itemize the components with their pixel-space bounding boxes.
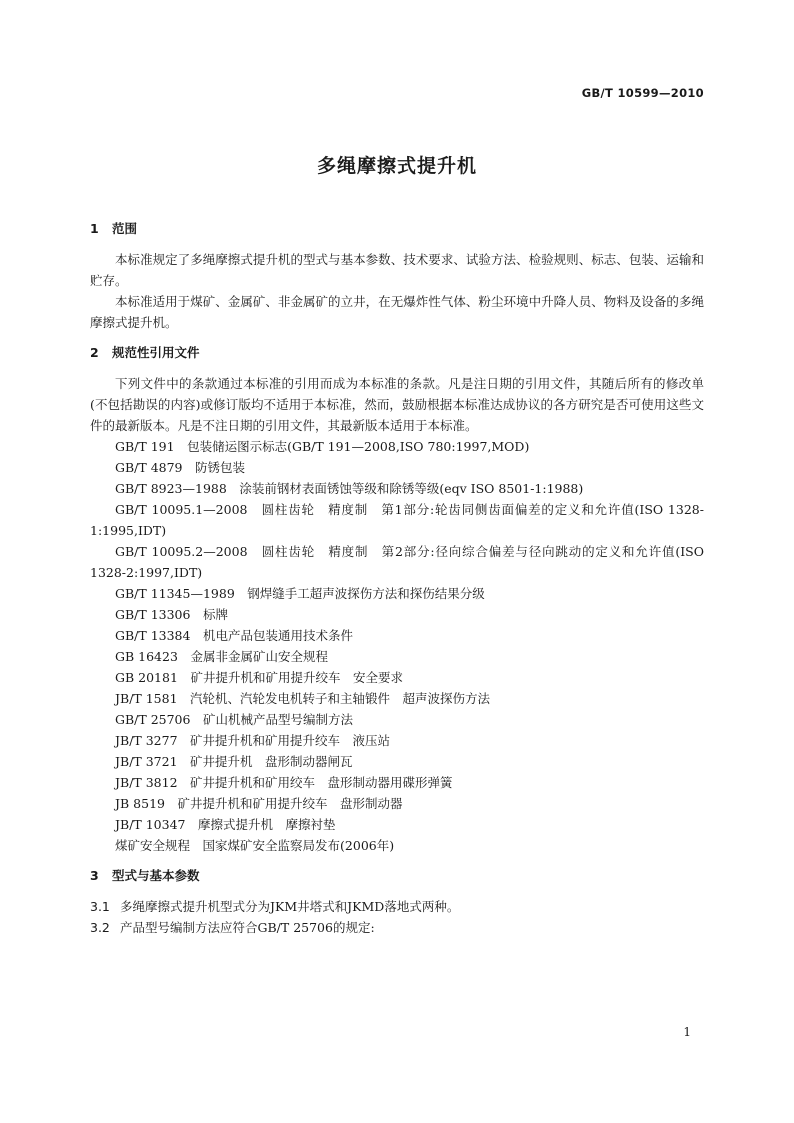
- section-number: 2: [90, 345, 99, 360]
- references-intro: 下列文件中的条款通过本标准的引用而成为本标准的条款。凡是注日期的引用文件，其随后所有的修改单(不包括勘误的内容)或修订版均不适用于本标准，然而，鼓励根据本标准达成协议的各方研究是否可使用这些文件的最新版本。凡是不注日期的引用文件，其最新版本适用于本标准。: [90, 376, 704, 433]
- reference-item: [90, 709, 704, 730]
- reference-item: [90, 688, 704, 709]
- scope-paragraph: 本标准规定了多绳摩擦式提升机的型式与基本参数、技术要求、试验方法、检验规则、标志、包装、运输和贮存。: [90, 252, 704, 288]
- reference-code: GB/T 191: [115, 439, 175, 454]
- reference-code: GB/T 13306: [115, 607, 191, 622]
- reference-code: JB/T 10347: [115, 817, 186, 832]
- standard-code: GB/T 10599—2010: [581, 86, 704, 100]
- section-title: 范围: [112, 221, 138, 236]
- reference-title: 圆柱齿轮 精度制 第1部分:轮齿同侧齿面偏差的定义和允许值(ISO 1328-1:1995,IDT): [90, 502, 704, 538]
- reference-title: 矿井提升机和矿用提升绞车 安全要求: [190, 670, 403, 685]
- clause-number: 3.1: [90, 899, 110, 914]
- page-number: 1: [683, 1025, 691, 1039]
- reference-code: JB/T 1581: [115, 691, 178, 706]
- reference-title: 国家煤矿安全监察局发布(2006年): [202, 838, 395, 853]
- reference-item: [90, 646, 704, 667]
- document-title: 多绳摩擦式提升机: [316, 155, 477, 177]
- reference-code: GB/T 10095.2—2008: [115, 544, 248, 559]
- reference-item: [90, 835, 704, 856]
- scope-paragraph: 本标准适用于煤矿、金属矿、非金属矿的立井，在无爆炸性气体、粉尘环境中升降人员、物料及设备的多绳摩擦式提升机。: [90, 294, 704, 330]
- clause-text: 多绳摩擦式提升机型式分为JKM井塔式和JKMD落地式两种。: [120, 899, 460, 914]
- clause-3-2: [90, 917, 704, 938]
- reference-item: [90, 625, 704, 646]
- reference-item: [90, 604, 704, 625]
- section-title: 规范性引用文件: [112, 345, 200, 360]
- reference-code: GB/T 4879: [115, 460, 183, 475]
- section-number: 1: [90, 221, 99, 236]
- reference-title: 矿井提升机和矿用提升绞车 液压站: [190, 733, 391, 748]
- reference-title: 标牌: [202, 607, 228, 622]
- reference-code: GB 16423: [115, 649, 178, 664]
- reference-code: JB 8519: [115, 796, 165, 811]
- reference-item: [90, 436, 704, 457]
- section-3-heading: [90, 865, 704, 886]
- reference-code: 煤矿安全规程: [115, 838, 191, 853]
- reference-item: [90, 667, 704, 688]
- reference-code: GB/T 25706: [115, 712, 191, 727]
- reference-item: [90, 583, 704, 604]
- reference-title: 钢焊缝手工超声波探伤方法和探伤结果分级: [247, 586, 485, 601]
- reference-title: 金属非金属矿山安全规程: [190, 649, 328, 664]
- document-body: [90, 218, 704, 938]
- clause-number: 3.2: [90, 920, 110, 935]
- reference-title: 矿井提升机 盘形制动器闸瓦: [190, 754, 353, 769]
- reference-item: [90, 814, 704, 835]
- reference-item: [90, 772, 704, 793]
- reference-item: [90, 751, 704, 772]
- reference-item: [90, 478, 704, 499]
- section-1-heading: [90, 218, 704, 239]
- reference-title: 防锈包装: [195, 460, 246, 475]
- reference-list: [90, 436, 704, 856]
- reference-item: [90, 499, 704, 541]
- reference-title: 摩擦式提升机 摩擦衬垫: [198, 817, 336, 832]
- clause-3-1: [90, 896, 704, 917]
- section-title: 型式与基本参数: [112, 868, 200, 883]
- reference-item: [90, 457, 704, 478]
- reference-code: JB/T 3277: [115, 733, 178, 748]
- reference-item: [90, 730, 704, 751]
- reference-title: 机电产品包装通用技术条件: [202, 628, 353, 643]
- reference-title: 圆柱齿轮 精度制 第2部分:径向综合偏差与径向跳动的定义和允许值(ISO 1328-2:1997,IDT): [90, 544, 704, 580]
- reference-title: 矿井提升机和矿用提升绞车 盘形制动器: [177, 796, 403, 811]
- reference-title: 矿井提升机和矿用绞车 盘形制动器用碟形弹簧: [190, 775, 453, 790]
- reference-code: GB/T 8923—1988: [115, 481, 227, 496]
- reference-title: 涂装前钢材表面锈蚀等级和除锈等级(eqv ISO 8501-1:1988): [239, 481, 584, 496]
- reference-code: GB/T 11345—1989: [115, 586, 235, 601]
- reference-code: GB 20181: [115, 670, 178, 685]
- reference-code: JB/T 3721: [115, 754, 178, 769]
- section-2-heading: [90, 342, 704, 363]
- reference-code: JB/T 3812: [115, 775, 178, 790]
- clause-text: 产品型号编制方法应符合GB/T 25706的规定:: [120, 920, 375, 935]
- reference-title: 包装储运图示标志(GB/T 191—2008,ISO 780:1997,MOD): [187, 439, 530, 454]
- reference-title: 矿山机械产品型号编制方法: [202, 712, 353, 727]
- section-number: 3: [90, 868, 99, 883]
- reference-item: [90, 541, 704, 583]
- reference-item: [90, 793, 704, 814]
- reference-code: GB/T 10095.1—2008: [115, 502, 248, 517]
- reference-code: GB/T 13384: [115, 628, 191, 643]
- reference-title: 汽轮机、汽轮发电机转子和主轴锻件 超声波探伤方法: [190, 691, 491, 706]
